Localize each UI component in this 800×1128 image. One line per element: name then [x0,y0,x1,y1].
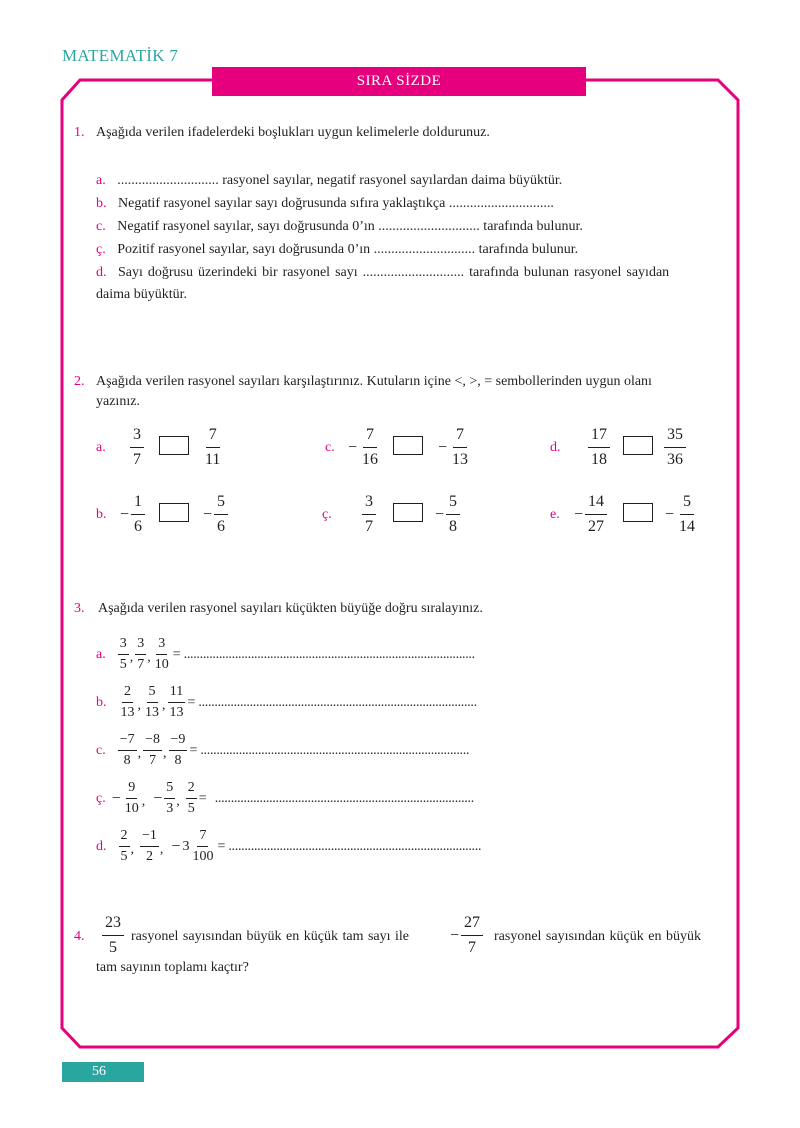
q3-d-answer-line[interactable]: ............................................................................... [228,838,482,854]
q2-d-right-den: 36 [667,451,683,468]
q2-b-right-den: 6 [217,518,226,535]
q3-item-cc: ç. − $\frac{9}{10}$ , − $\frac{5}{3}$ , $\frac{2}{5}$ = ................................................................................. [96,780,474,816]
q3-c-t1-den: 8 [123,753,131,768]
q1-item-b [96,195,554,213]
q3-a-equals: = [172,646,181,662]
q3-d-t1-den: 5 [120,849,128,864]
q2-item-e-answer-box[interactable] [623,503,653,522]
q2-item-e-right [665,494,698,535]
q2-d-right-num: 35 [664,427,686,448]
q3-number: 3. [74,601,85,616]
q3-b-t3-den: 13 [169,705,184,720]
q2-e-right-num: 5 [680,494,694,515]
q2-item-c-label: c. [325,440,335,455]
q4-number: 4. [74,929,85,944]
q3-c-t3-num: −9 [169,733,188,751]
q3-item-b: b. $\frac{2}{13}$ , $\frac{5}{13}$ , $\frac{11}{13}$ = ....................................................................................... [96,684,477,720]
q3-d-label: d. [96,838,107,854]
q3-cc-t1-sign: − [111,789,121,807]
q3-b-t1-num: 2 [122,685,133,703]
q3-a-t1-num: 3 [118,637,129,655]
q3-cc-t1-den: 10 [124,801,139,816]
q2-c-left-sign: − [348,438,358,456]
q2-item-d-label: d. [550,440,561,455]
q3-b-t2-num: 5 [147,685,158,703]
q1-number: 1. [74,125,85,140]
q3-a-answer-line[interactable]: ........................................................................................... [183,646,475,662]
q2-text: Aşağıda verilen rasyonel sayıları karşılaştırınız. Kutuların içine <, >, = sembollerinden uygun olanı [96,374,652,389]
q2-a-right-den: 11 [205,451,221,468]
q2-e-left-sign: − [574,505,584,523]
q2-item-d-right [664,427,686,468]
q2-item-b-label: b. [96,507,107,522]
q2-cc-left-num: 3 [362,494,376,515]
q1-item-cc-label: ç. [96,242,106,257]
q3-d-equals: = [217,838,226,854]
q2-item-a-answer-box[interactable] [159,436,189,455]
q3-b-answer-line[interactable]: ....................................................................................... [198,694,477,710]
q2-e-right-sign: − [665,505,675,523]
q3-d-t3-num: 7 [197,829,208,847]
q2-item-c-answer-box[interactable] [393,436,423,455]
q3-cc-t3-num: 2 [186,781,197,799]
q4-text-3: tam sayının toplamı kaçtır? [96,960,249,975]
q3-d-t2-num: −1 [140,829,159,847]
q1-item-c-label: c. [96,219,106,234]
q2-a-left-den: 7 [133,451,141,468]
q1-item-d-text: Sayı doğrusu üzerindeki bir rasyonel sayı ............................. tarafında bulunan rasyonel sayıdan [118,265,670,280]
q2-c-left-num: 7 [363,427,377,448]
q4-text-2: rasyonel sayısından küçük en büyük [494,929,701,944]
section-banner: SIRA SİZDE [212,67,586,96]
q3-cc-t2-den: 3 [166,801,174,816]
q2-item-e-left [574,494,607,535]
q3-a-label: a. [96,646,106,662]
q3-a-t3-den: 10 [154,657,169,672]
q2-b-left-sign: − [120,505,130,523]
q1-item-c-text: Negatif rasyonel sayılar, sayı doğrusunda 0’ın ............................. tarafında bulunur. [117,219,583,234]
q2-c-left-den: 16 [362,451,379,468]
q2-b-right-sign: − [203,505,213,523]
q3-d-t3-sign: − [171,837,181,855]
q2-e-left-num: 14 [585,494,607,515]
q4-f1-num: 23 [102,915,124,936]
q1-prompt [74,124,490,142]
q2-d-left-den: 18 [591,451,607,468]
q2-item-d-answer-box[interactable] [623,436,653,455]
q4-f2-den: 7 [468,939,477,956]
q1-item-d-cont: daima büyüktür. [96,287,187,302]
q3-c-t3-den: 8 [174,753,182,768]
q1-item-b-label: b. [96,196,107,211]
q3-cc-t2-num: 5 [164,781,175,799]
q3-a-t3-num: 3 [156,637,167,655]
q2-item-d-left [588,427,610,468]
q2-e-right-den: 14 [679,518,696,535]
q2-item-a-label: a. [96,440,106,455]
q3-cc-answer-line[interactable]: ................................................................................. [214,790,474,806]
q3-prompt [74,600,483,618]
q3-c-equals: = [189,742,198,758]
q1-item-a-label: a. [96,173,106,188]
subject-title: MATEMATİK 7 [62,46,179,65]
q3-b-equals: = [187,694,196,710]
q2-number: 2. [74,374,85,389]
q4-fraction-2 [450,915,483,956]
q2-item-a-right [202,427,223,468]
q3-b-label: b. [96,694,107,710]
q3-d-t1-num: 2 [119,829,130,847]
q3-c-t2-den: 7 [149,753,157,768]
q1-item-d-label: d. [96,265,107,280]
q2-item-cc-right [435,494,460,535]
q2-cc-right-num: 5 [446,494,460,515]
page-number: 56 [62,1062,144,1082]
q4-text-1: rasyonel sayısından büyük en küçük tam sayı ile [131,929,409,944]
q3-d-t2-den: 2 [145,849,153,864]
q1-item-a-text: ............................. rasyonel sayılar, negatif rasyonel sayılardan daima büyüktür. [117,173,563,188]
q3-text: Aşağıda verilen rasyonel sayıları küçükten büyüğe doğru sıralayınız. [98,601,483,616]
q3-c-label: c. [96,742,106,758]
q2-c-right-sign: − [438,438,448,456]
q3-a-t2-num: 3 [135,637,146,655]
q2-text-cont: yazınız. [96,394,140,409]
q4-fraction-1 [102,915,124,956]
q3-item-d: d. $\frac{2}{5}$ , $\frac{-1}{2}$ , − 3 $\frac{7}{100}$ = ............................................................................... [96,828,482,864]
q2-item-c-left [348,427,381,468]
q3-b-t1-den: 13 [120,705,135,720]
q1-text: Aşağıda verilen ifadelerdeki boşlukları uygun kelimelerle doldurunuz. [96,125,490,140]
q2-cc-right-sign: − [435,505,445,523]
q2-item-cc-answer-box[interactable] [393,503,423,522]
q2-b-left-num: 1 [131,494,145,515]
q3-d-t3-whole: 3 [182,838,190,854]
q3-item-a: a. $\frac{3}{5}$ , $\frac{3}{7}$ , $\frac{3}{10}$ = ........................................................................................... [96,636,475,672]
q2-item-a-left [130,427,144,468]
q2-item-b-answer-box[interactable] [159,503,189,522]
q2-item-cc-left [362,494,376,535]
q2-d-left-num: 17 [588,427,610,448]
q2-item-e-label: e. [550,507,560,522]
q3-b-t3-num: 11 [168,685,185,703]
q1-item-c [96,218,583,236]
q2-c-right-num: 7 [453,427,467,448]
q3-d-t3-den: 100 [192,849,214,864]
q3-cc-t2-sign: − [153,789,163,807]
q4-f1-den: 5 [109,939,117,956]
q3-c-t1-num: −7 [118,733,137,751]
q2-b-left-den: 6 [134,518,143,535]
q3-a-t2-den: 7 [137,657,145,672]
q2-cc-left-den: 7 [365,518,373,535]
q2-a-left-num: 3 [130,427,144,448]
q3-b-t2-den: 13 [145,705,159,720]
q2-e-left-den: 27 [588,518,605,535]
q1-item-cc [96,241,578,259]
q1-item-cc-text: Pozitif rasyonel sayılar, sayı doğrusunda 0’ın ............................. tarafında bulunur. [117,242,579,257]
q3-c-answer-line[interactable]: .................................................................................... [200,742,470,758]
q4-f2-num: 27 [461,915,483,936]
q2-a-right-num: 7 [206,427,220,448]
q2-item-c-right [438,427,471,468]
q2-item-cc-label: ç. [322,507,332,522]
q1-item-a [96,172,562,190]
q3-cc-equals: = [198,790,207,806]
q3-cc-label: ç. [96,790,106,806]
q2-item-b-right [203,494,228,535]
q4-f2-sign: − [450,926,460,944]
q2-c-right-den: 13 [452,451,469,468]
q3-item-c: c. $\frac{-7}{8}$ , $\frac{-8}{7}$ , $\frac{-9}{8}$ = .................................................................................... [96,732,470,768]
q3-a-t1-den: 5 [119,657,127,672]
q3-c-t2-num: −8 [143,733,162,751]
q2-prompt [74,373,652,391]
q2-b-right-num: 5 [214,494,228,515]
q2-item-b-left [120,494,145,535]
q3-cc-t3-den: 5 [187,801,195,816]
q3-cc-t1-num: 9 [126,781,137,799]
q1-item-d [96,264,669,282]
q2-cc-right-den: 8 [449,518,458,535]
q1-item-b-text: Negatif rasyonel sayılar sayı doğrusunda sıfıra yaklaştıkça .............................. [118,196,554,211]
